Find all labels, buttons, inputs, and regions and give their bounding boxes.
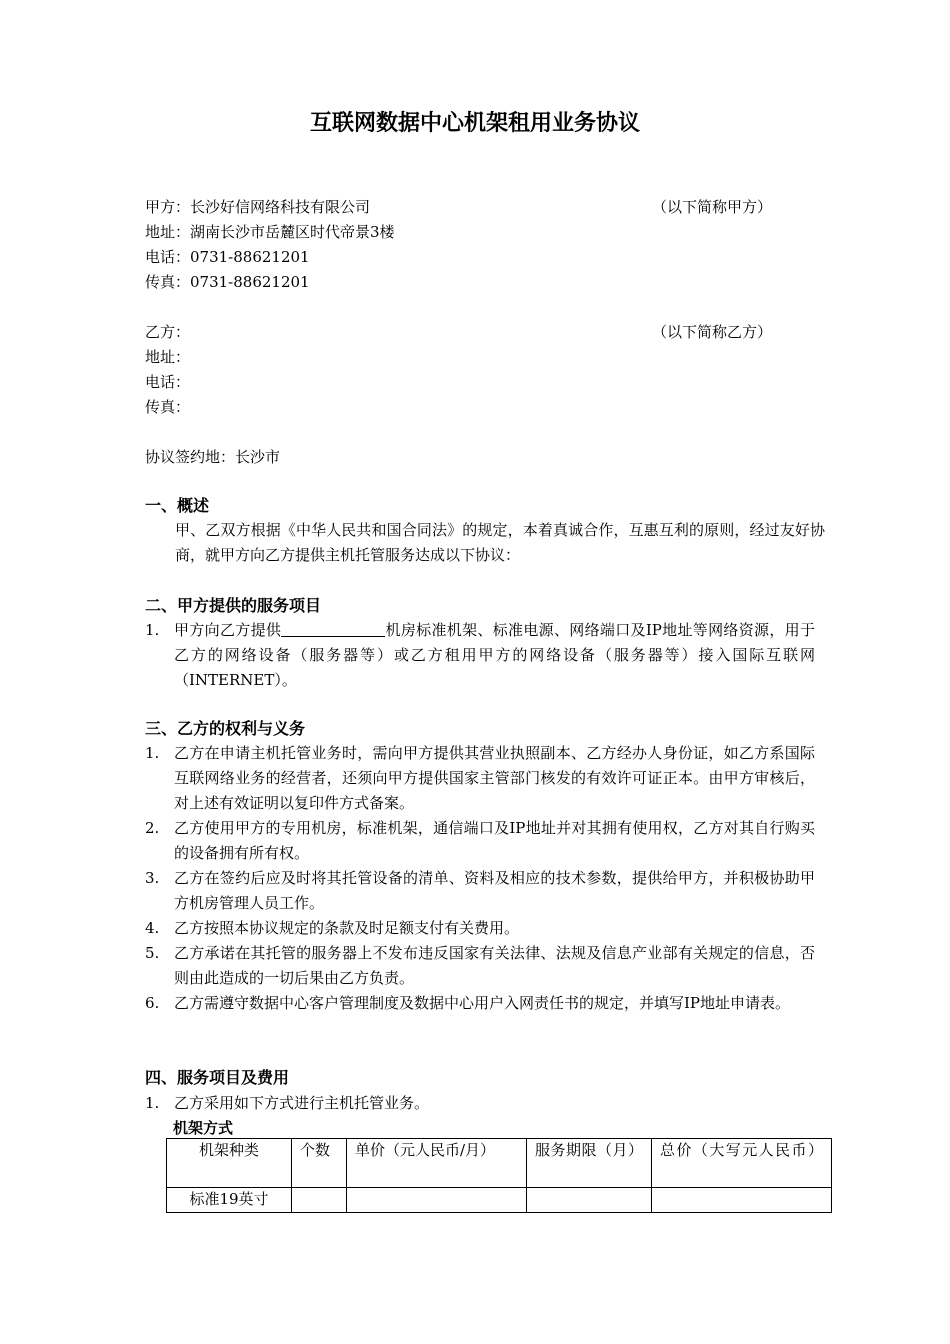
- section-3-heading: 三、乙方的权利与义务: [145, 719, 306, 738]
- item-number: 6.: [145, 994, 160, 1012]
- header-unit-price: 单价（元人民币/月）: [347, 1139, 527, 1188]
- section-3-item: [145, 941, 815, 991]
- sign-place: 协议签约地：长沙市: [145, 448, 281, 466]
- item-text: 乙方在签约后应及时将其托管设备的清单、资料及相应的技术参数，提供给甲方，并积极协助甲方机房管理人员工作。: [174, 869, 815, 912]
- header-service-term: 服务期限（月）: [527, 1139, 652, 1188]
- cell-rack-type: 标准19英寸: [167, 1188, 292, 1213]
- rack-table: [166, 1138, 832, 1213]
- party-b-name: 乙方：: [145, 323, 191, 341]
- party-a-name: 甲方：长沙好信网络科技有限公司: [145, 198, 371, 216]
- table-row: [167, 1188, 832, 1213]
- section-3-item: [145, 991, 815, 1016]
- item-number: 5.: [145, 944, 160, 962]
- party-a-fax: 传真：0731-88621201: [145, 273, 310, 291]
- item-number: 4.: [145, 919, 160, 937]
- item-text: 乙方使用甲方的专用机房，标准机架，通信端口及IP地址并对其拥有使用权，乙方对其自行购买的设备拥有所有权。: [174, 819, 815, 862]
- section-3-item: [145, 816, 815, 866]
- item-text: 乙方在申请主机托管业务时，需向甲方提供其营业执照副本、乙方经办人身份证，如乙方系国际互联网络业务的经营者，还须向甲方提供国家主管部门核发的有效许可证正本。由甲方审核后，对上述有效证明以复印件方式备案。: [174, 744, 815, 812]
- item-number: 3.: [145, 869, 160, 887]
- party-a-alias: （以下简称甲方）: [652, 198, 773, 216]
- item-text-b: 机房标准机架、标准电源、网络端口及IP地址等网络资源，用于乙方的网络设备（服务器等）或乙方租用甲方的网络设备（服务器等）接入国际互联网（INTERNET）。: [174, 621, 815, 689]
- item-text-a: 甲方向乙方提供: [174, 621, 282, 639]
- item-number: 1.: [145, 621, 160, 639]
- item-number: 1.: [145, 1094, 160, 1112]
- section-1-heading: 一、概述: [145, 496, 210, 515]
- section-4-item: [145, 1091, 815, 1116]
- party-a-phone: 电话：0731-88621201: [145, 248, 310, 266]
- section-3-item: [145, 741, 815, 816]
- section-3-item: [145, 866, 815, 916]
- party-b-address: 地址：: [145, 348, 191, 366]
- table-caption: 机架方式: [173, 1119, 234, 1137]
- party-b-fax: 传真：: [145, 398, 191, 416]
- section-2-item: [145, 618, 815, 693]
- table-header-row: [167, 1139, 832, 1188]
- item-text: 乙方承诺在其托管的服务器上不发布违反国家有关法律、法规及信息产业部有关规定的信息，否则由此造成的一切后果由乙方负责。: [174, 944, 815, 987]
- item-number: 1.: [145, 744, 160, 762]
- item-number: 2.: [145, 819, 160, 837]
- item-text: 乙方采用如下方式进行主机托管业务。: [174, 1094, 430, 1112]
- section-3-item: [145, 916, 815, 941]
- item-text: [174, 618, 815, 693]
- party-a-address: 地址：湖南长沙市岳麓区时代帝景3楼: [145, 223, 395, 241]
- header-total-price: 总价（大写元人民币）: [652, 1139, 832, 1188]
- cell-service-term: [527, 1188, 652, 1213]
- item-text: 乙方需遵守数据中心客户管理制度及数据中心用户入网责任书的规定，并填写IP地址申请表。: [174, 994, 791, 1012]
- section-2-heading: 二、甲方提供的服务项目: [145, 596, 322, 615]
- document-title: 互联网数据中心机架租用业务协议: [309, 111, 640, 136]
- fill-in-blank: [281, 620, 385, 637]
- party-b-phone: 电话：: [145, 373, 191, 391]
- party-b-alias: （以下简称乙方）: [652, 323, 773, 341]
- item-text: 乙方按照本协议规定的条款及时足额支付有关费用。: [174, 919, 520, 937]
- cell-count: [292, 1188, 347, 1213]
- header-rack-type: 机架种类: [167, 1139, 292, 1188]
- header-count: 个数: [292, 1139, 347, 1188]
- cell-total-price: [652, 1188, 832, 1213]
- cell-unit-price: [347, 1188, 527, 1213]
- section-1-paragraph: 甲、乙双方根据《中华人民共和国合同法》的规定，本着真诚合作，互惠互利的原则，经过友好协商，就甲方向乙方提供主机托管服务达成以下协议：: [175, 521, 825, 564]
- section-4-heading: 四、服务项目及费用: [145, 1068, 290, 1087]
